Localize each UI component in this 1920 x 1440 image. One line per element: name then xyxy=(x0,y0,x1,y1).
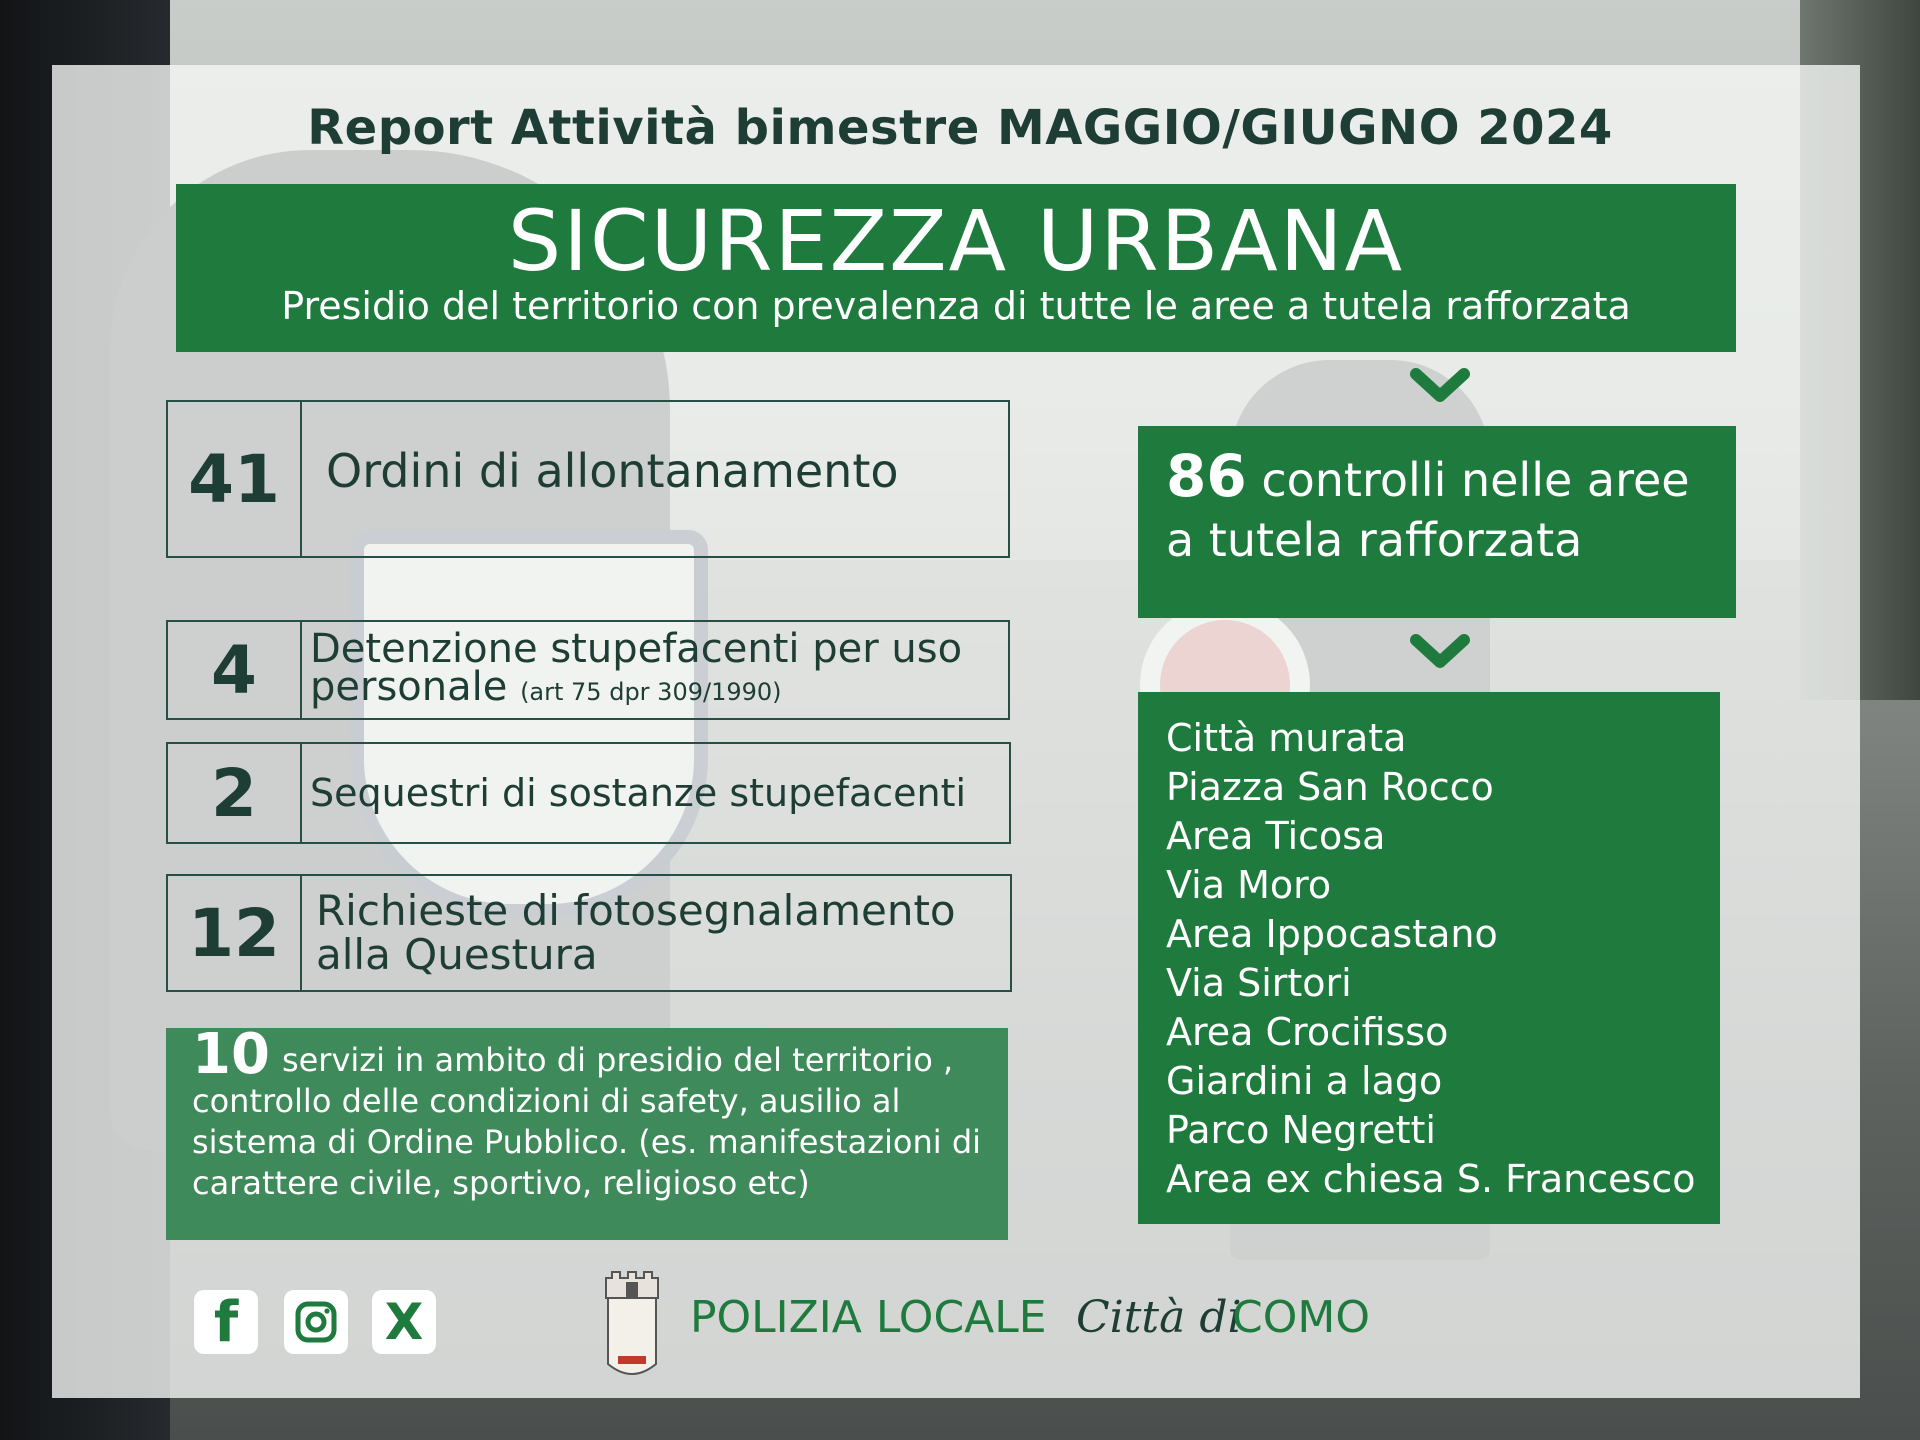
stat-box-drug-possession xyxy=(166,620,1010,720)
como-crest-logo xyxy=(600,1268,664,1388)
x-glyph: X xyxy=(384,1293,424,1351)
stat-number: 12 xyxy=(168,876,302,990)
list-item: Città murata xyxy=(1166,716,1407,760)
areas-list xyxy=(1138,692,1720,1204)
stat-label: Richieste di fotosegnalamento alla Questura xyxy=(316,886,956,979)
x-icon[interactable] xyxy=(372,1290,436,1354)
stat-box-orders xyxy=(166,400,1010,558)
facebook-glyph: f xyxy=(213,1289,239,1355)
report-title: Report Attività bimestre MAGGIO/GIUGNO 2024 xyxy=(307,100,1613,156)
services-box xyxy=(166,1022,1008,1240)
list-item: Area ex chiesa S. Francesco xyxy=(1166,1157,1696,1201)
main-banner xyxy=(176,184,1736,352)
stat-label xyxy=(310,622,1004,718)
footer-city-script: Città di xyxy=(1076,1292,1242,1343)
chevron-down-icon xyxy=(1410,634,1470,670)
footer-city: COMO xyxy=(1232,1292,1370,1343)
list-item: Piazza San Rocco xyxy=(1166,765,1494,809)
stat-label-note: (art 75 dpr 309/1990) xyxy=(520,677,782,706)
list-item: Via Sirtori xyxy=(1166,961,1352,1005)
banner-title: SICUREZZA URBANA xyxy=(507,192,1405,290)
controls-number: 86 xyxy=(1166,442,1247,510)
stat-number: 4 xyxy=(168,622,302,718)
stat-label: Ordini di allontanamento xyxy=(326,444,899,498)
list-item: Giardini a lago xyxy=(1166,1059,1443,1103)
banner-subtitle: Presidio del territorio con prevalenza di tutte le aree a tutela rafforzata xyxy=(281,284,1631,328)
instagram-icon[interactable] xyxy=(284,1290,348,1354)
stat-label: Sequestri di sostanze stupefacenti xyxy=(310,771,967,815)
list-item: Parco Negretti xyxy=(1166,1108,1436,1152)
footer-brand: POLIZIA LOCALE xyxy=(690,1292,1047,1343)
list-item: Via Moro xyxy=(1166,863,1332,907)
stat-label-text: Detenzione stupefacenti per uso personale xyxy=(310,625,963,710)
stat-box-photo-requests xyxy=(166,874,1012,992)
chevron-down-icon xyxy=(1410,368,1470,404)
list-item: Area Ippocastano xyxy=(1166,912,1498,956)
areas-box xyxy=(1138,692,1720,1224)
controls-box xyxy=(1138,426,1736,618)
list-item: Area Ticosa xyxy=(1166,814,1386,858)
controls-text: controlli nelle aree a tutela rafforzata xyxy=(1166,453,1690,567)
stat-box-seizures xyxy=(166,742,1011,844)
list-item: Area Crocifisso xyxy=(1166,1010,1449,1054)
stat-number: 41 xyxy=(168,402,302,556)
instagram-glyph xyxy=(294,1300,338,1344)
services-text: servizi in ambito di presidio del territorio , controllo delle condizioni di safety, ausilio al sistema di Ordine Pubblico. (es. manifestazioni di carattere civile, sportivo, religioso etc) xyxy=(192,1041,982,1202)
facebook-icon[interactable] xyxy=(194,1290,258,1354)
stat-number: 2 xyxy=(168,744,302,842)
services-number: 10 xyxy=(192,1022,270,1087)
